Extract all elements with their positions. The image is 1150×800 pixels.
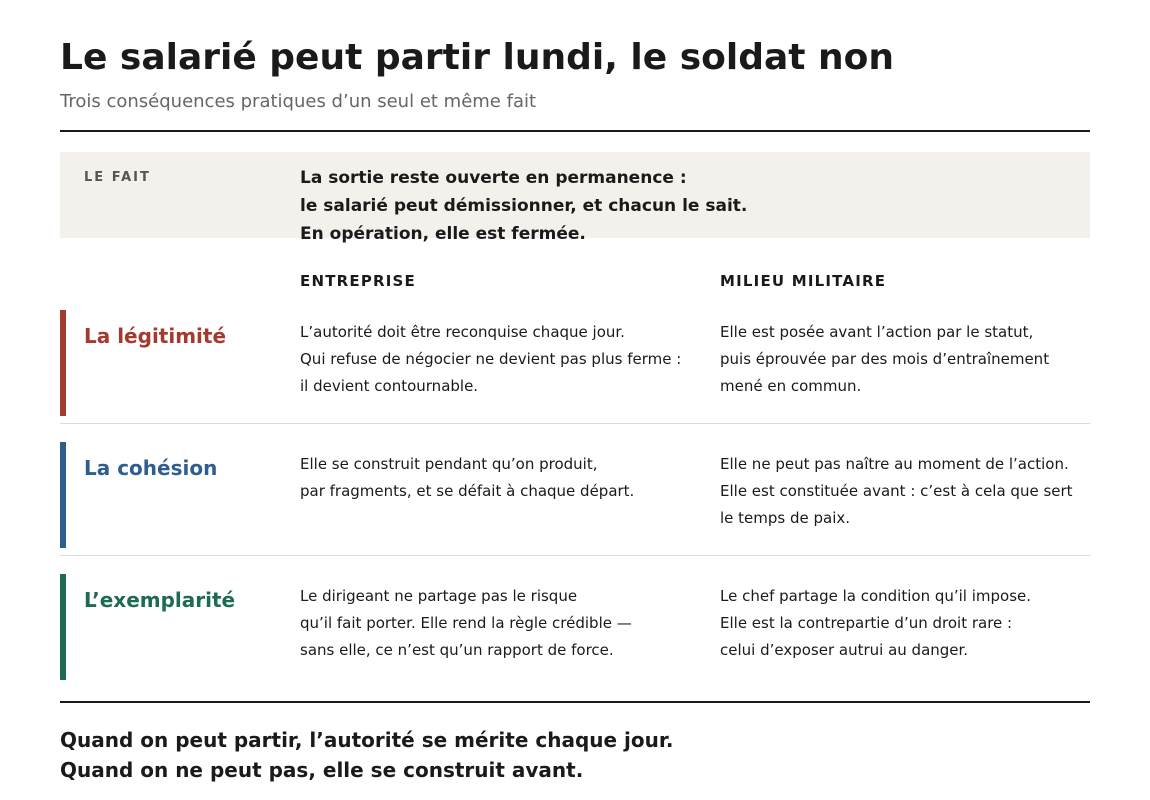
row-accent-bar: [60, 574, 66, 680]
fact-line: En opération, elle est fermée.: [300, 224, 586, 244]
cell-line: il devient contournable.: [300, 377, 479, 395]
row-title: L’exemplarité: [84, 588, 236, 612]
row-title: La cohésion: [84, 456, 218, 480]
cell-militaire: [720, 451, 1073, 532]
cell-line: Le dirigeant ne partage pas le risque: [300, 587, 578, 605]
cell-militaire: [720, 583, 1031, 664]
page-title: Le salarié peut partir lundi, le soldat non: [60, 37, 894, 78]
cell-line: Elle est posée avant l’action par le statut,: [720, 323, 1034, 341]
cell-line: Elle se construit pendant qu’on produit,: [300, 455, 598, 473]
row-accent-bar: [60, 442, 66, 548]
cell-militaire: [720, 319, 1049, 400]
top-divider: [60, 130, 1090, 132]
cell-line: Elle est constituée avant : c’est à cela que sert: [720, 482, 1073, 500]
fact-text: [300, 164, 747, 248]
column-header-militaire: MILIEU MILITAIRE: [720, 272, 887, 290]
cell-line: mené en commun.: [720, 377, 862, 395]
fact-line: La sortie reste ouverte en permanence :: [300, 168, 687, 188]
cell-entreprise: [300, 583, 632, 664]
cell-line: puis éprouvée par des mois d’entraînement: [720, 350, 1050, 368]
page-subtitle: Trois conséquences pratiques d’un seul et même fait: [60, 91, 537, 112]
conclusion-line: Quand on peut partir, l’autorité se mérite chaque jour.: [60, 728, 674, 752]
row-exemplarite: [60, 574, 1090, 680]
fact-line: le salarié peut démissionner, et chacun le sait.: [300, 196, 748, 216]
row-divider: [60, 423, 1090, 424]
cell-line: Le chef partage la condition qu’il impose.: [720, 587, 1032, 605]
row-title: La légitimité: [84, 324, 227, 348]
cell-line: Elle ne peut pas naître au moment de l’action.: [720, 455, 1069, 473]
cell-entreprise: [300, 319, 681, 400]
fact-box: [60, 152, 1090, 244]
conclusion-line: Quand on ne peut pas, elle se construit avant.: [60, 758, 584, 782]
cell-line: L’autorité doit être reconquise chaque jour.: [300, 323, 625, 341]
cell-line: par fragments, et se défait à chaque départ.: [300, 482, 635, 500]
cell-line: celui d’exposer autrui au danger.: [720, 641, 969, 659]
row-divider: [60, 555, 1090, 556]
conclusion: [60, 725, 673, 785]
row-legitimite: [60, 310, 1090, 416]
cell-line: Qui refuse de négocier ne devient pas plus ferme :: [300, 350, 682, 368]
cell-entreprise: [300, 451, 634, 505]
cell-line: Elle est la contrepartie d’un droit rare :: [720, 614, 1013, 632]
cell-line: qu’il fait porter. Elle rend la règle crédible —: [300, 614, 632, 632]
bottom-divider: [60, 701, 1090, 703]
column-header-entreprise: ENTREPRISE: [300, 272, 417, 290]
row-accent-bar: [60, 310, 66, 416]
fact-label: LE FAIT: [84, 170, 151, 185]
cell-line: le temps de paix.: [720, 509, 851, 527]
cell-line: sans elle, ce n’est qu’un rapport de force.: [300, 641, 614, 659]
row-cohesion: [60, 442, 1090, 548]
